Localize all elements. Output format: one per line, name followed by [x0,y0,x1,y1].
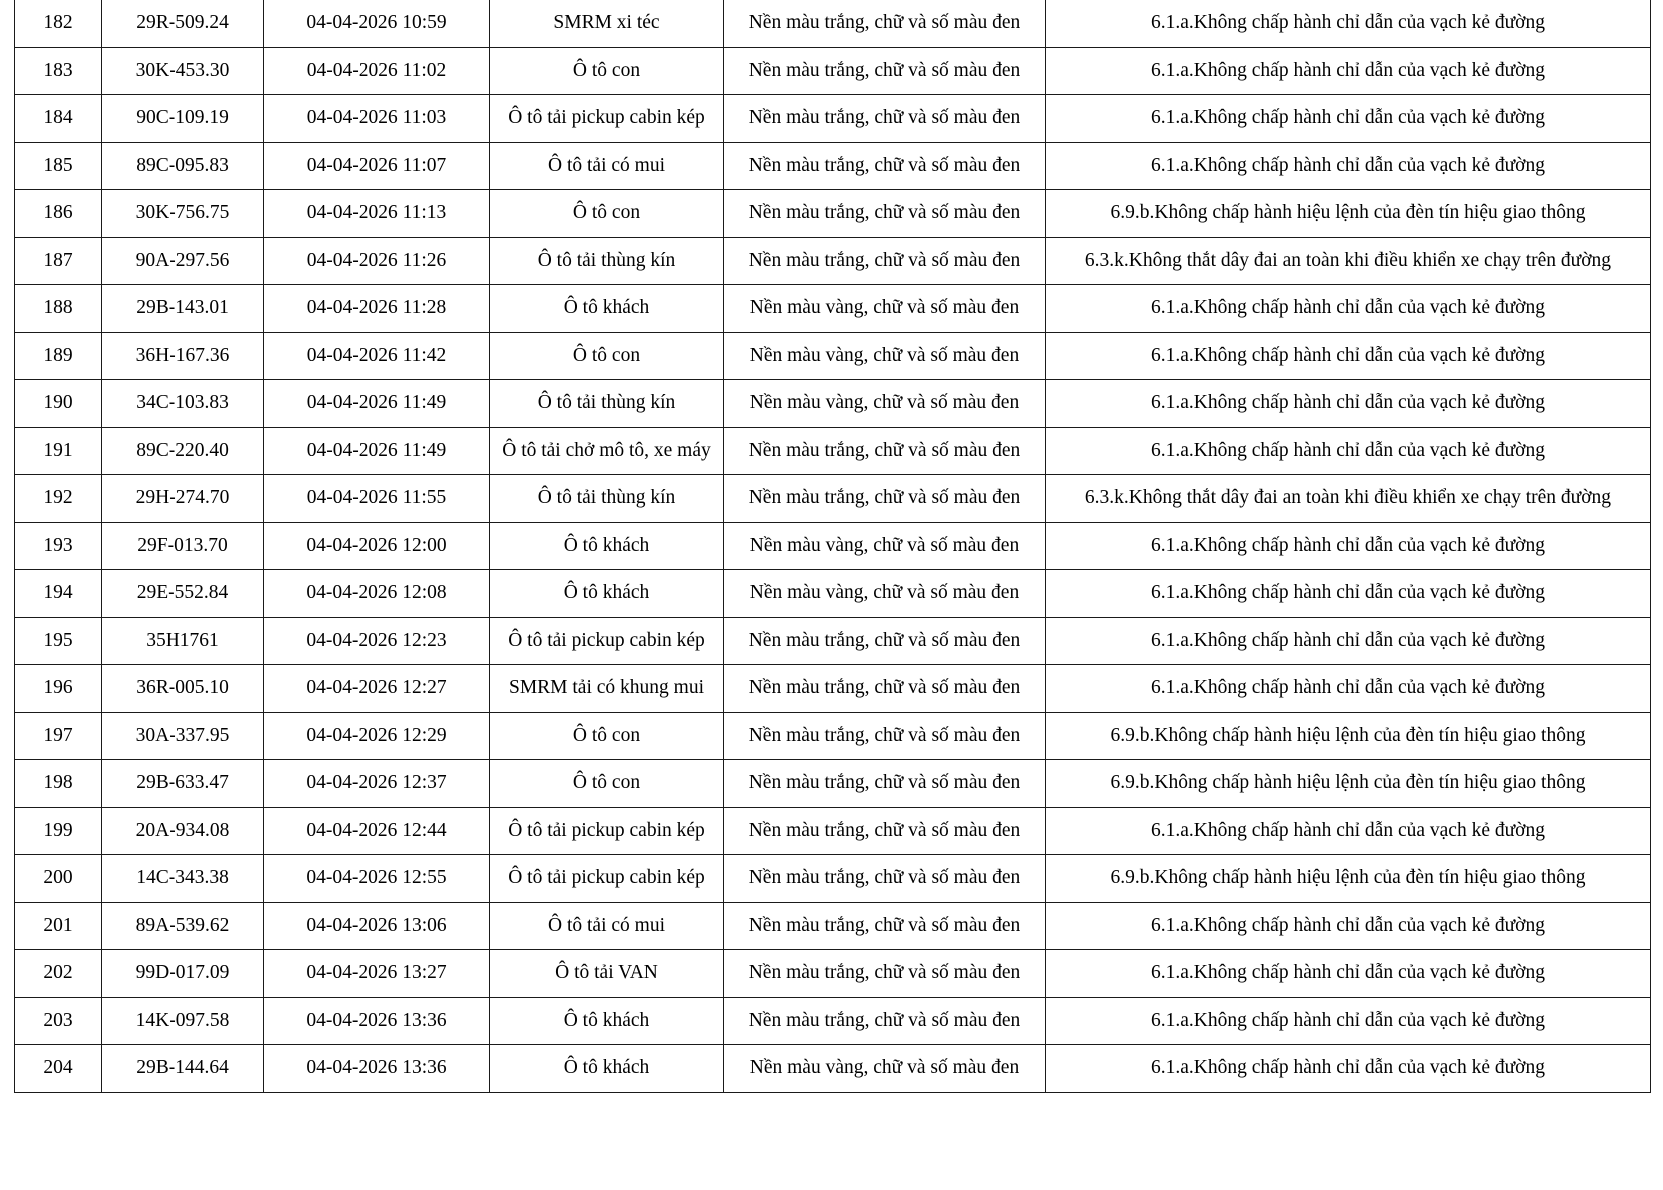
license-plate-cell: 89C-220.40 [102,427,264,475]
violation-time-cell: 04-04-2026 11:49 [264,427,490,475]
row-number-cell: 195 [15,617,102,665]
license-plate-cell: 89A-539.62 [102,902,264,950]
vehicle-type-cell: Ô tô con [490,47,724,95]
license-plate-cell: 36R-005.10 [102,665,264,713]
license-plate-cell: 34C-103.83 [102,380,264,428]
row-number-cell: 199 [15,807,102,855]
vehicle-type-cell: Ô tô tải pickup cabin kép [490,807,724,855]
violations-table [14,0,1651,1093]
license-plate-cell: 30K-756.75 [102,190,264,238]
table-row [15,142,1651,190]
table-row [15,665,1651,713]
license-plate-cell: 99D-017.09 [102,950,264,998]
license-plate-cell: 29B-633.47 [102,760,264,808]
plate-color-cell: Nền màu trắng, chữ và số màu đen [724,95,1046,143]
violation-description-cell: 6.1.a.Không chấp hành chỉ dẫn của vạch kẻ đường [1046,332,1651,380]
plate-color-cell: Nền màu vàng, chữ và số màu đen [724,570,1046,618]
violation-description-cell: 6.9.b.Không chấp hành hiệu lệnh của đèn tín hiệu giao thông [1046,855,1651,903]
license-plate-cell: 29F-013.70 [102,522,264,570]
row-number-cell: 192 [15,475,102,523]
row-number-cell: 187 [15,237,102,285]
plate-color-cell: Nền màu trắng, chữ và số màu đen [724,760,1046,808]
vehicle-type-cell: SMRM tải có khung mui [490,665,724,713]
violation-description-cell: 6.1.a.Không chấp hành chỉ dẫn của vạch kẻ đường [1046,950,1651,998]
violation-time-cell: 04-04-2026 13:06 [264,902,490,950]
violation-time-cell: 04-04-2026 11:55 [264,475,490,523]
violation-time-cell: 04-04-2026 12:27 [264,665,490,713]
row-number-cell: 191 [15,427,102,475]
vehicle-type-cell: Ô tô tải chở mô tô, xe máy [490,427,724,475]
license-plate-cell: 89C-095.83 [102,142,264,190]
table-row [15,0,1651,47]
violation-time-cell: 04-04-2026 11:07 [264,142,490,190]
table-row [15,617,1651,665]
plate-color-cell: Nền màu trắng, chữ và số màu đen [724,190,1046,238]
violation-description-cell: 6.1.a.Không chấp hành chỉ dẫn của vạch kẻ đường [1046,285,1651,333]
violation-description-cell: 6.1.a.Không chấp hành chỉ dẫn của vạch kẻ đường [1046,522,1651,570]
violation-time-cell: 04-04-2026 11:13 [264,190,490,238]
vehicle-type-cell: Ô tô con [490,760,724,808]
plate-color-cell: Nền màu trắng, chữ và số màu đen [724,950,1046,998]
violation-description-cell: 6.3.k.Không thắt dây đai an toàn khi điều khiển xe chạy trên đường [1046,475,1651,523]
row-number-cell: 186 [15,190,102,238]
row-number-cell: 204 [15,1045,102,1093]
violation-description-cell: 6.1.a.Không chấp hành chỉ dẫn của vạch kẻ đường [1046,142,1651,190]
plate-color-cell: Nền màu trắng, chữ và số màu đen [724,807,1046,855]
license-plate-cell: 35H1761 [102,617,264,665]
row-number-cell: 183 [15,47,102,95]
violation-time-cell: 04-04-2026 11:42 [264,332,490,380]
row-number-cell: 185 [15,142,102,190]
violation-description-cell: 6.1.a.Không chấp hành chỉ dẫn của vạch kẻ đường [1046,617,1651,665]
vehicle-type-cell: Ô tô khách [490,1045,724,1093]
row-number-cell: 203 [15,997,102,1045]
row-number-cell: 188 [15,285,102,333]
plate-color-cell: Nền màu trắng, chữ và số màu đen [724,475,1046,523]
violation-description-cell: 6.9.b.Không chấp hành hiệu lệnh của đèn tín hiệu giao thông [1046,190,1651,238]
table-row [15,712,1651,760]
violation-description-cell: 6.9.b.Không chấp hành hiệu lệnh của đèn tín hiệu giao thông [1046,712,1651,760]
vehicle-type-cell: Ô tô tải thùng kín [490,475,724,523]
row-number-cell: 200 [15,855,102,903]
row-number-cell: 193 [15,522,102,570]
row-number-cell: 202 [15,950,102,998]
violation-time-cell: 04-04-2026 11:02 [264,47,490,95]
plate-color-cell: Nền màu trắng, chữ và số màu đen [724,142,1046,190]
violations-table-body [15,0,1651,1092]
row-number-cell: 201 [15,902,102,950]
violation-time-cell: 04-04-2026 13:36 [264,1045,490,1093]
table-row [15,1045,1651,1093]
row-number-cell: 184 [15,95,102,143]
violation-description-cell: 6.1.a.Không chấp hành chỉ dẫn của vạch kẻ đường [1046,665,1651,713]
table-row [15,380,1651,428]
plate-color-cell: Nền màu vàng, chữ và số màu đen [724,1045,1046,1093]
plate-color-cell: Nền màu vàng, chữ và số màu đen [724,332,1046,380]
table-row [15,285,1651,333]
plate-color-cell: Nền màu trắng, chữ và số màu đen [724,237,1046,285]
plate-color-cell: Nền màu trắng, chữ và số màu đen [724,712,1046,760]
license-plate-cell: 14K-097.58 [102,997,264,1045]
table-row [15,855,1651,903]
vehicle-type-cell: SMRM xi téc [490,0,724,47]
violation-time-cell: 04-04-2026 12:08 [264,570,490,618]
violation-time-cell: 04-04-2026 10:59 [264,0,490,47]
plate-color-cell: Nền màu trắng, chữ và số màu đen [724,855,1046,903]
violation-description-cell: 6.1.a.Không chấp hành chỉ dẫn của vạch kẻ đường [1046,807,1651,855]
plate-color-cell: Nền màu trắng, chữ và số màu đen [724,0,1046,47]
vehicle-type-cell: Ô tô con [490,190,724,238]
license-plate-cell: 30A-337.95 [102,712,264,760]
table-row [15,475,1651,523]
vehicle-type-cell: Ô tô tải có mui [490,902,724,950]
violation-time-cell: 04-04-2026 12:37 [264,760,490,808]
license-plate-cell: 36H-167.36 [102,332,264,380]
violation-time-cell: 04-04-2026 13:36 [264,997,490,1045]
vehicle-type-cell: Ô tô tải pickup cabin kép [490,617,724,665]
license-plate-cell: 29H-274.70 [102,475,264,523]
vehicle-type-cell: Ô tô tải pickup cabin kép [490,95,724,143]
violation-description-cell: 6.1.a.Không chấp hành chỉ dẫn của vạch kẻ đường [1046,380,1651,428]
license-plate-cell: 29B-144.64 [102,1045,264,1093]
violation-description-cell: 6.1.a.Không chấp hành chỉ dẫn của vạch kẻ đường [1046,570,1651,618]
violation-time-cell: 04-04-2026 12:29 [264,712,490,760]
vehicle-type-cell: Ô tô con [490,712,724,760]
vehicle-type-cell: Ô tô tải pickup cabin kép [490,855,724,903]
row-number-cell: 198 [15,760,102,808]
violation-time-cell: 04-04-2026 11:49 [264,380,490,428]
violation-time-cell: 04-04-2026 12:44 [264,807,490,855]
table-row [15,902,1651,950]
violation-time-cell: 04-04-2026 11:26 [264,237,490,285]
license-plate-cell: 20A-934.08 [102,807,264,855]
violation-time-cell: 04-04-2026 11:28 [264,285,490,333]
table-row [15,950,1651,998]
license-plate-cell: 29E-552.84 [102,570,264,618]
table-row [15,522,1651,570]
vehicle-type-cell: Ô tô khách [490,285,724,333]
violation-time-cell: 04-04-2026 12:55 [264,855,490,903]
license-plate-cell: 90C-109.19 [102,95,264,143]
vehicle-type-cell: Ô tô khách [490,522,724,570]
violation-time-cell: 04-04-2026 11:03 [264,95,490,143]
table-row [15,427,1651,475]
table-row [15,190,1651,238]
violation-description-cell: 6.1.a.Không chấp hành chỉ dẫn của vạch kẻ đường [1046,1045,1651,1093]
plate-color-cell: Nền màu vàng, chữ và số màu đen [724,285,1046,333]
plate-color-cell: Nền màu trắng, chữ và số màu đen [724,47,1046,95]
table-row [15,332,1651,380]
vehicle-type-cell: Ô tô khách [490,997,724,1045]
row-number-cell: 182 [15,0,102,47]
license-plate-cell: 29R-509.24 [102,0,264,47]
plate-color-cell: Nền màu trắng, chữ và số màu đen [724,665,1046,713]
row-number-cell: 194 [15,570,102,618]
row-number-cell: 189 [15,332,102,380]
table-row [15,570,1651,618]
vehicle-type-cell: Ô tô con [490,332,724,380]
plate-color-cell: Nền màu trắng, chữ và số màu đen [724,427,1046,475]
violation-description-cell: 6.9.b.Không chấp hành hiệu lệnh của đèn tín hiệu giao thông [1046,760,1651,808]
vehicle-type-cell: Ô tô tải thùng kín [490,237,724,285]
vehicle-type-cell: Ô tô khách [490,570,724,618]
violation-time-cell: 04-04-2026 12:00 [264,522,490,570]
vehicle-type-cell: Ô tô tải có mui [490,142,724,190]
violation-time-cell: 04-04-2026 13:27 [264,950,490,998]
violation-description-cell: 6.1.a.Không chấp hành chỉ dẫn của vạch kẻ đường [1046,0,1651,47]
violation-description-cell: 6.1.a.Không chấp hành chỉ dẫn của vạch kẻ đường [1046,47,1651,95]
plate-color-cell: Nền màu vàng, chữ và số màu đen [724,522,1046,570]
table-row [15,237,1651,285]
violation-description-cell: 6.1.a.Không chấp hành chỉ dẫn của vạch kẻ đường [1046,997,1651,1045]
plate-color-cell: Nền màu trắng, chữ và số màu đen [724,902,1046,950]
plate-color-cell: Nền màu trắng, chữ và số màu đen [724,997,1046,1045]
vehicle-type-cell: Ô tô tải thùng kín [490,380,724,428]
license-plate-cell: 30K-453.30 [102,47,264,95]
license-plate-cell: 29B-143.01 [102,285,264,333]
table-row [15,760,1651,808]
violation-description-cell: 6.1.a.Không chấp hành chỉ dẫn của vạch kẻ đường [1046,427,1651,475]
row-number-cell: 190 [15,380,102,428]
license-plate-cell: 90A-297.56 [102,237,264,285]
table-row [15,47,1651,95]
violation-time-cell: 04-04-2026 12:23 [264,617,490,665]
table-row [15,95,1651,143]
license-plate-cell: 14C-343.38 [102,855,264,903]
violation-description-cell: 6.1.a.Không chấp hành chỉ dẫn của vạch kẻ đường [1046,95,1651,143]
table-row [15,807,1651,855]
vehicle-type-cell: Ô tô tải VAN [490,950,724,998]
plate-color-cell: Nền màu vàng, chữ và số màu đen [724,380,1046,428]
violation-description-cell: 6.3.k.Không thắt dây đai an toàn khi điều khiển xe chạy trên đường [1046,237,1651,285]
violation-description-cell: 6.1.a.Không chấp hành chỉ dẫn của vạch kẻ đường [1046,902,1651,950]
table-row [15,997,1651,1045]
row-number-cell: 197 [15,712,102,760]
plate-color-cell: Nền màu trắng, chữ và số màu đen [724,617,1046,665]
row-number-cell: 196 [15,665,102,713]
